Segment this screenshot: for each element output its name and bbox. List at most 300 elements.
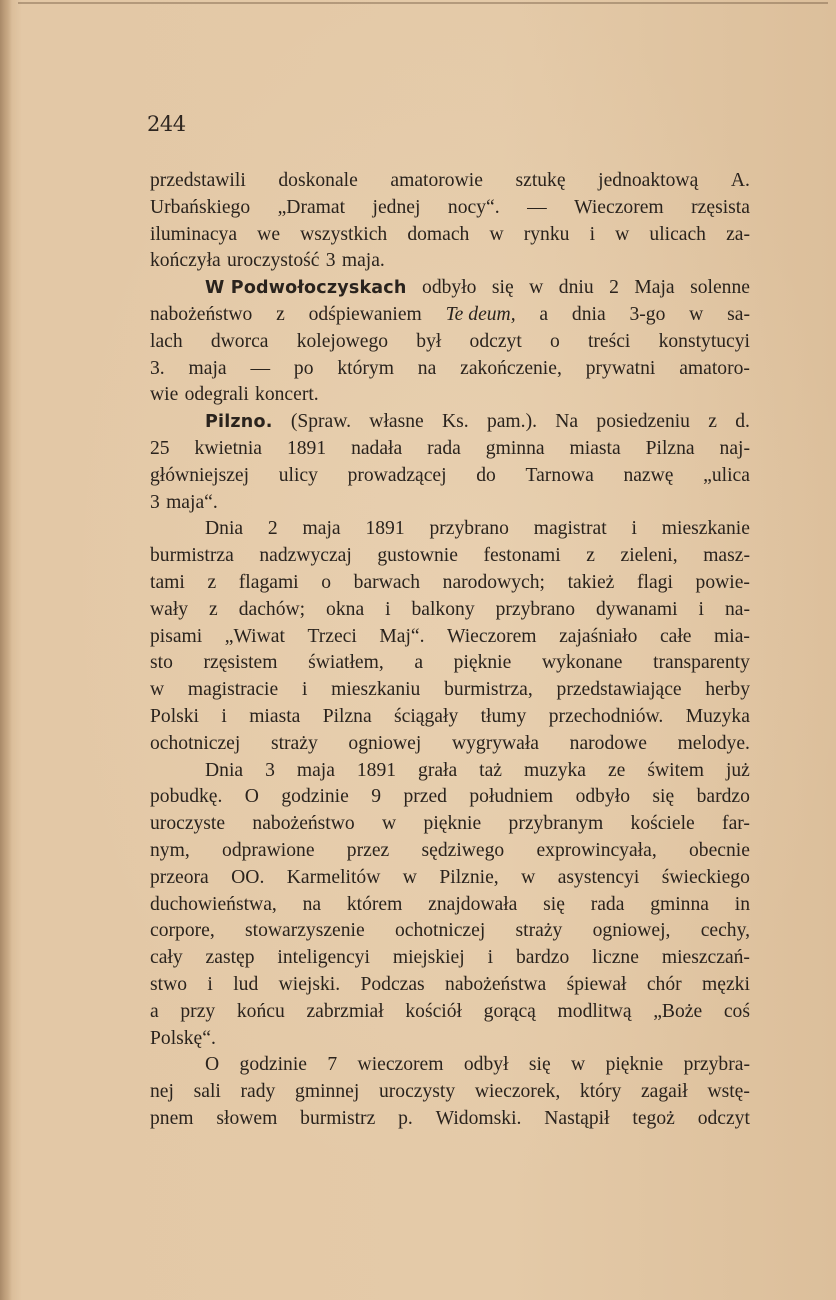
word: takież (567, 571, 615, 593)
word: wieczorem (357, 1054, 444, 1076)
word: i (385, 598, 391, 620)
word: świtem (647, 759, 704, 781)
word: ochotniczej (394, 920, 486, 942)
word: ulicach (649, 223, 706, 245)
word: O (205, 1054, 220, 1076)
word: miasta (249, 705, 301, 727)
word: taż (479, 759, 503, 781)
word: solenne (690, 277, 750, 299)
word: wały (150, 598, 189, 620)
word: z (708, 411, 717, 433)
word: uroczystość (227, 250, 320, 272)
word: Trzeci (307, 625, 357, 647)
word: maja (296, 759, 335, 781)
word: balkony (411, 598, 475, 620)
word: nej (150, 1081, 174, 1103)
word: A. (730, 170, 750, 191)
word: ze (607, 759, 626, 781)
word: nabożeństwo (150, 303, 253, 325)
word: sali (193, 1081, 221, 1103)
text-line (150, 409, 750, 436)
word: zagaił (640, 1081, 688, 1103)
word: lud (233, 973, 259, 995)
word: cechy, (700, 920, 750, 942)
word: „ulica (703, 464, 750, 486)
word: lach (150, 330, 183, 352)
word: południem (469, 786, 554, 808)
word: Dnia (205, 759, 244, 781)
word: pam.). (486, 411, 537, 433)
word: znajdowała (428, 893, 518, 915)
word: 1891 (286, 437, 327, 459)
word: dworca (210, 330, 269, 352)
word: rady (240, 1081, 276, 1103)
word: z (276, 303, 285, 325)
word: przeora (150, 866, 209, 888)
text-line (150, 356, 750, 383)
text-line (150, 838, 750, 865)
word: in (734, 893, 750, 915)
text-line (150, 1079, 750, 1106)
word: gminnej (295, 1081, 360, 1103)
word: gminna (485, 437, 545, 459)
word: dywanami (595, 598, 678, 620)
word: świeckiego (661, 866, 750, 888)
word: własne (369, 411, 424, 433)
word: treści (587, 330, 631, 352)
word: przybranym (508, 813, 604, 835)
word: dachów; (238, 598, 306, 620)
text-line (150, 222, 750, 249)
word: którym (337, 357, 394, 379)
word: tłumy (480, 705, 527, 727)
word: (Spraw. (290, 411, 352, 433)
word: i (301, 679, 308, 701)
word: rzęsistem (203, 652, 278, 674)
word: p. (398, 1107, 413, 1129)
word: nadzwyczaj (259, 545, 352, 567)
word: odbyło (575, 786, 631, 808)
word: dnia (571, 303, 606, 325)
word: na (302, 893, 322, 915)
word: bardzo (696, 786, 750, 808)
word: bardzo (515, 947, 570, 969)
word: się (543, 893, 565, 915)
word: sędziwego (421, 839, 505, 861)
word: wygrywała (451, 732, 540, 754)
word: Urbańskiego (150, 196, 251, 218)
word: Polskę“. (150, 1027, 216, 1049)
word: kolejowego (296, 330, 389, 352)
word: miejskiej (392, 947, 465, 969)
word: 1891 (365, 518, 405, 540)
word: sa- (727, 303, 750, 325)
word: Polski (150, 705, 200, 727)
word: ulicy (278, 464, 318, 486)
word: w (615, 223, 630, 245)
text-line (150, 650, 750, 677)
word: do (476, 464, 496, 486)
word: pięknie (453, 652, 512, 674)
word: 3 (325, 250, 336, 272)
text-line (150, 811, 750, 838)
word: Muzyka (685, 705, 750, 727)
text-line (150, 758, 750, 785)
word: maja (188, 357, 227, 379)
word: który (579, 1081, 622, 1103)
word: modlitwą (557, 1000, 632, 1022)
word: godzinie (239, 1054, 307, 1076)
word: i (487, 947, 494, 969)
word: przybra- (683, 1054, 750, 1076)
word: i (221, 705, 227, 727)
word: magistracie (187, 679, 279, 701)
word: z (209, 598, 218, 620)
word: doskonale (278, 170, 358, 191)
word: muzyka (523, 759, 587, 781)
text-line (150, 436, 750, 463)
word: Pilzna (322, 705, 372, 727)
word: pnem (150, 1107, 194, 1129)
word: posiedzeniu (596, 411, 690, 433)
word: w (489, 223, 504, 245)
word: wieczorek, (474, 1081, 561, 1103)
word: exprowincyała, (536, 839, 657, 861)
word: Podczas (360, 973, 425, 995)
text-line (150, 570, 750, 597)
word: asystencyi (557, 866, 640, 888)
word: chór (646, 973, 682, 995)
word: męzki (702, 973, 750, 995)
word: stwo (150, 973, 188, 995)
text-line (150, 275, 750, 302)
word: odczyt (469, 330, 522, 352)
word: barwach (353, 571, 421, 593)
word: za- (726, 223, 750, 245)
word: kościół (405, 1000, 462, 1022)
word: a (414, 652, 424, 674)
word: w (529, 277, 544, 299)
text-line (150, 731, 750, 758)
text-line (150, 195, 750, 222)
word: nazwę (623, 464, 674, 486)
text-line (150, 624, 750, 651)
word: sztukę (515, 170, 566, 191)
word: Ks. (441, 411, 469, 433)
word: cały (150, 947, 183, 969)
word: wie (150, 384, 179, 406)
word: się (491, 277, 514, 299)
word: całe (659, 625, 692, 647)
text-line (150, 1106, 750, 1133)
text-line (150, 972, 750, 999)
word: się (528, 1054, 551, 1076)
text-line (150, 597, 750, 624)
word: amatoro- (679, 357, 750, 379)
word: uroczysty (378, 1081, 456, 1103)
word: przez (346, 839, 390, 861)
word: iluminacya (150, 223, 238, 245)
word: 3. (150, 357, 165, 379)
word: domach (407, 223, 470, 245)
word: — (527, 196, 547, 218)
word: duchowieństwa, (150, 893, 277, 915)
word: we (257, 223, 281, 245)
word: Na (555, 411, 579, 433)
word: godzinie (281, 786, 349, 808)
word: po (293, 357, 314, 379)
word: mieszkaniu (331, 679, 421, 701)
word: zieleni, (620, 545, 678, 567)
word: rada (590, 893, 625, 915)
text-line (150, 382, 750, 409)
word: wykonane (541, 652, 623, 674)
word: w (689, 303, 704, 325)
word: główniejszej (150, 464, 250, 486)
word: ściągały (394, 705, 459, 727)
text-line (150, 248, 750, 275)
word: i (207, 973, 213, 995)
place-heading: W Podwołoczyskach (205, 278, 407, 299)
word: burmistrza, (444, 679, 533, 701)
word: tegoż (632, 1107, 675, 1129)
word: którem (346, 893, 403, 915)
word: odśpiewaniem (308, 303, 422, 325)
word: corpore, (150, 920, 215, 942)
word: prowadzącej (347, 464, 447, 486)
word: w (521, 866, 536, 888)
word: nocy“. (447, 196, 500, 218)
word: maja (302, 518, 341, 540)
text-line (150, 1026, 750, 1053)
word: a (539, 303, 549, 325)
word: Maja (634, 277, 675, 299)
word: miasta (569, 437, 621, 459)
word: masz- (703, 545, 750, 567)
text-line (150, 892, 750, 919)
word: uroczyste (150, 813, 226, 835)
word: mieszczań- (661, 947, 750, 969)
word: Widomski. (435, 1107, 522, 1129)
word: melodye. (677, 732, 750, 754)
word: koncert. (255, 384, 319, 406)
word: 3 (265, 759, 275, 781)
word: i (698, 598, 704, 620)
word: Maj“. (379, 625, 425, 647)
word: nadała (351, 437, 403, 459)
word: 9 (371, 786, 382, 808)
word: far- (722, 813, 750, 835)
body-text (150, 168, 750, 1133)
text-line (150, 490, 750, 517)
word: pięknie (605, 1054, 664, 1076)
word: inteligencyi (277, 947, 370, 969)
word: mieszkanie (661, 518, 750, 540)
word: herby (705, 679, 750, 701)
word: się (652, 786, 675, 808)
word: 2 (609, 277, 619, 299)
word: narodowe (569, 732, 647, 754)
word: pisami (150, 625, 203, 647)
word: — (250, 357, 271, 379)
word: odprawione (222, 839, 315, 861)
text-line (150, 463, 750, 490)
text-line (150, 677, 750, 704)
word: zajaśniało (559, 625, 638, 647)
place-heading: Pilzno. (205, 412, 273, 433)
word: Tarnowa (525, 464, 594, 486)
word: kończyła (150, 250, 221, 272)
word: obecnie (689, 839, 750, 861)
word: kościele (630, 813, 695, 835)
word: OO. (231, 866, 265, 888)
word: już (725, 759, 750, 781)
word: gustownie (377, 545, 458, 567)
word: na (417, 357, 437, 379)
word: Pilzna (645, 437, 695, 459)
word: gorącą (483, 1000, 536, 1022)
word: pięknie (423, 813, 482, 835)
word: nabożeństwo (252, 813, 355, 835)
word: wiejski. (278, 973, 341, 995)
word: powie- (695, 571, 750, 593)
page-number: 244 (147, 112, 186, 136)
text-line (150, 918, 750, 945)
word: śpiewał (566, 973, 627, 995)
word: zastęp (205, 947, 255, 969)
word: w (402, 866, 417, 888)
word: mia- (714, 625, 750, 647)
word: burmistrz (300, 1107, 376, 1129)
word: z (586, 545, 595, 567)
word: rzęsista (691, 196, 750, 218)
word: Karmelitów (286, 866, 381, 888)
text-line (150, 1052, 750, 1079)
word: straży (515, 920, 563, 942)
word: Nastąpił (544, 1107, 610, 1129)
word: okna (326, 598, 365, 620)
text-line (150, 784, 750, 811)
word: „Dramat (277, 196, 346, 218)
word: nym, (150, 839, 190, 861)
word: Wieczorem (447, 625, 537, 647)
word: coś (723, 1000, 750, 1022)
word: zakończenie, (460, 357, 562, 379)
word: grała (418, 759, 458, 781)
word: magistrat (533, 518, 607, 540)
word: pobudkę. (150, 786, 223, 808)
word: przechodniów. (548, 705, 664, 727)
latin-phrase: Te deum, (445, 303, 516, 325)
word: 7 (327, 1054, 338, 1076)
word: sto (150, 652, 173, 674)
word: jednej (372, 196, 421, 218)
word: był (416, 330, 442, 352)
word: końcu (236, 1000, 285, 1022)
word: słowem (216, 1107, 278, 1129)
word: w (571, 1054, 586, 1076)
word: rynku (523, 223, 570, 245)
word: rada (427, 437, 461, 459)
word: dniu (558, 277, 594, 299)
word: maja“. (166, 491, 218, 513)
word: odegrali (184, 384, 249, 406)
word: wszystkich (300, 223, 388, 245)
word: 25 (150, 437, 170, 459)
word: na- (724, 598, 750, 620)
word: o (321, 571, 332, 593)
word: zabrzmiał (306, 1000, 384, 1022)
word: jednoaktową (598, 170, 699, 191)
word: kwietnia (194, 437, 262, 459)
text-line (150, 999, 750, 1026)
word: d. (735, 411, 750, 433)
word: a (150, 1000, 159, 1022)
text-line (150, 329, 750, 356)
word: wstę- (707, 1081, 750, 1103)
word: w (150, 679, 165, 701)
word: flagi (636, 571, 673, 593)
word: i (589, 223, 596, 245)
text-line (150, 516, 750, 543)
word: „Wiwat (224, 625, 285, 647)
word: transparenty (653, 652, 750, 674)
word: 1891 (356, 759, 397, 781)
word: przed (403, 786, 447, 808)
word: prywatni (585, 357, 656, 379)
word: liczne (592, 947, 639, 969)
page-binding-shadow (0, 0, 12, 1300)
word: maja. (341, 250, 385, 272)
word: straży (270, 732, 318, 754)
word: ochotniczej (150, 732, 241, 754)
word: o (549, 330, 560, 352)
word: przedstawili (150, 170, 246, 191)
word: z (207, 571, 217, 593)
word: przybrano (429, 518, 509, 540)
word: 3-go (629, 303, 666, 325)
word: ogniowej (348, 732, 422, 754)
text-line (150, 302, 750, 329)
word: „Boże (653, 1000, 703, 1022)
word: światłem, (308, 652, 384, 674)
word: konstytucyi (658, 330, 750, 352)
text-line (150, 543, 750, 570)
word: Dnia (205, 518, 244, 540)
word: Pilznie, (439, 866, 499, 888)
word: flagami (238, 571, 299, 593)
word: przy (180, 1000, 216, 1022)
word: amatorowie (390, 170, 483, 191)
word: odczyt (697, 1107, 750, 1129)
word: Wieczorem (574, 196, 664, 218)
word: stowarzyszenie (245, 920, 365, 942)
word: O (244, 786, 259, 808)
word: przybrano (495, 598, 576, 620)
word: i (631, 518, 637, 540)
word: narodowych; (442, 571, 545, 593)
word: naj- (719, 437, 750, 459)
page-top-edge (18, 2, 828, 4)
word: ogniowej, (592, 920, 671, 942)
word: festonami (483, 545, 561, 567)
word: przedstawiające (556, 679, 682, 701)
text-line (150, 704, 750, 731)
word: gminna (650, 893, 709, 915)
text-line (150, 865, 750, 892)
word: nabożeństwa (445, 973, 547, 995)
word: burmistrza (150, 545, 234, 567)
